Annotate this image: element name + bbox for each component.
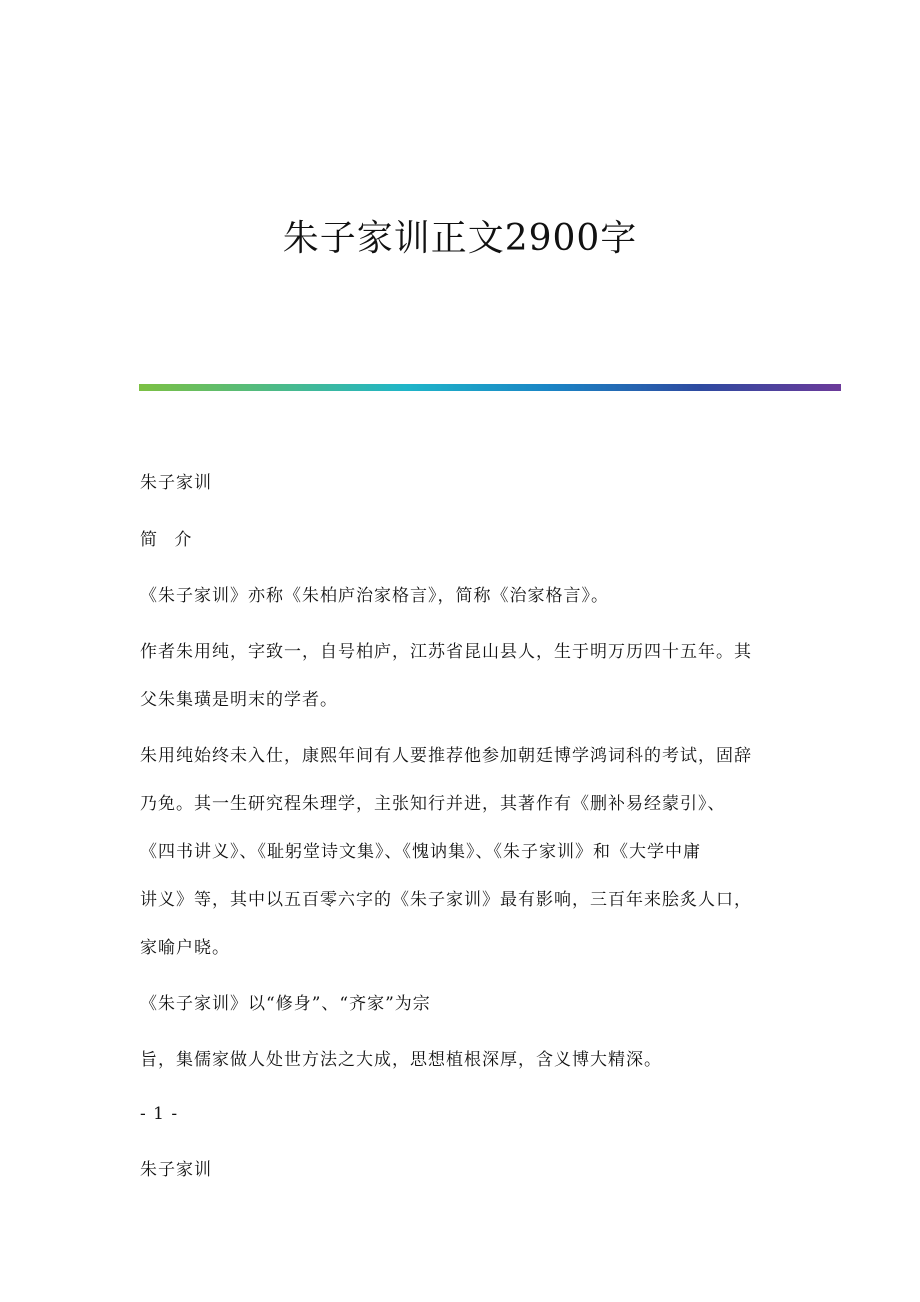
para-names: 《朱子家训》亦称《朱柏庐治家格言》，简称《治家格言》。 xyxy=(140,586,609,606)
para-career-line-1: 朱用纯始终未入仕，康熙年间有人要推荐他参加朝廷博学鸿词科的考试，固辞 xyxy=(140,746,752,766)
para-career-line-5: 家喻户晓。 xyxy=(140,938,230,958)
title-gradient-rule xyxy=(139,384,841,391)
para-career-line-2: 乃免。其一生研究程朱理学，主张知行并进，其著作有《删补易经蒙引》、 xyxy=(140,794,726,814)
para-author-line-1: 作者朱用纯，字致一，自号柏庐，江苏省昆山县人，生于明万历四十五年。其 xyxy=(140,642,752,662)
document-title: 朱子家训正文2900字 xyxy=(282,218,638,259)
para-career-line-4: 讲义》等，其中以五百零六字的《朱子家训》最有影响，三百年来脍炙人口， xyxy=(140,890,752,910)
para-theme-line-1: 《朱子家训》以“修身”、“齐家”为宗 xyxy=(140,994,431,1014)
intro-heading: 简 介 xyxy=(140,530,198,550)
para-author-line-2: 父朱集璜是明末的学者。 xyxy=(140,690,338,710)
para-career-line-3: 《四书讲义》、《耻躬堂诗文集》、《愧讷集》、《朱子家训》和《大学中庸 xyxy=(140,842,701,862)
section-header: 朱子家训 xyxy=(140,473,212,493)
section-header-repeat: 朱子家训 xyxy=(140,1160,212,1180)
para-theme-line-2: 旨，集儒家做人处世方法之大成，思想植根深厚，含义博大精深。 xyxy=(140,1050,662,1070)
page-number: - 1 - xyxy=(140,1104,179,1124)
